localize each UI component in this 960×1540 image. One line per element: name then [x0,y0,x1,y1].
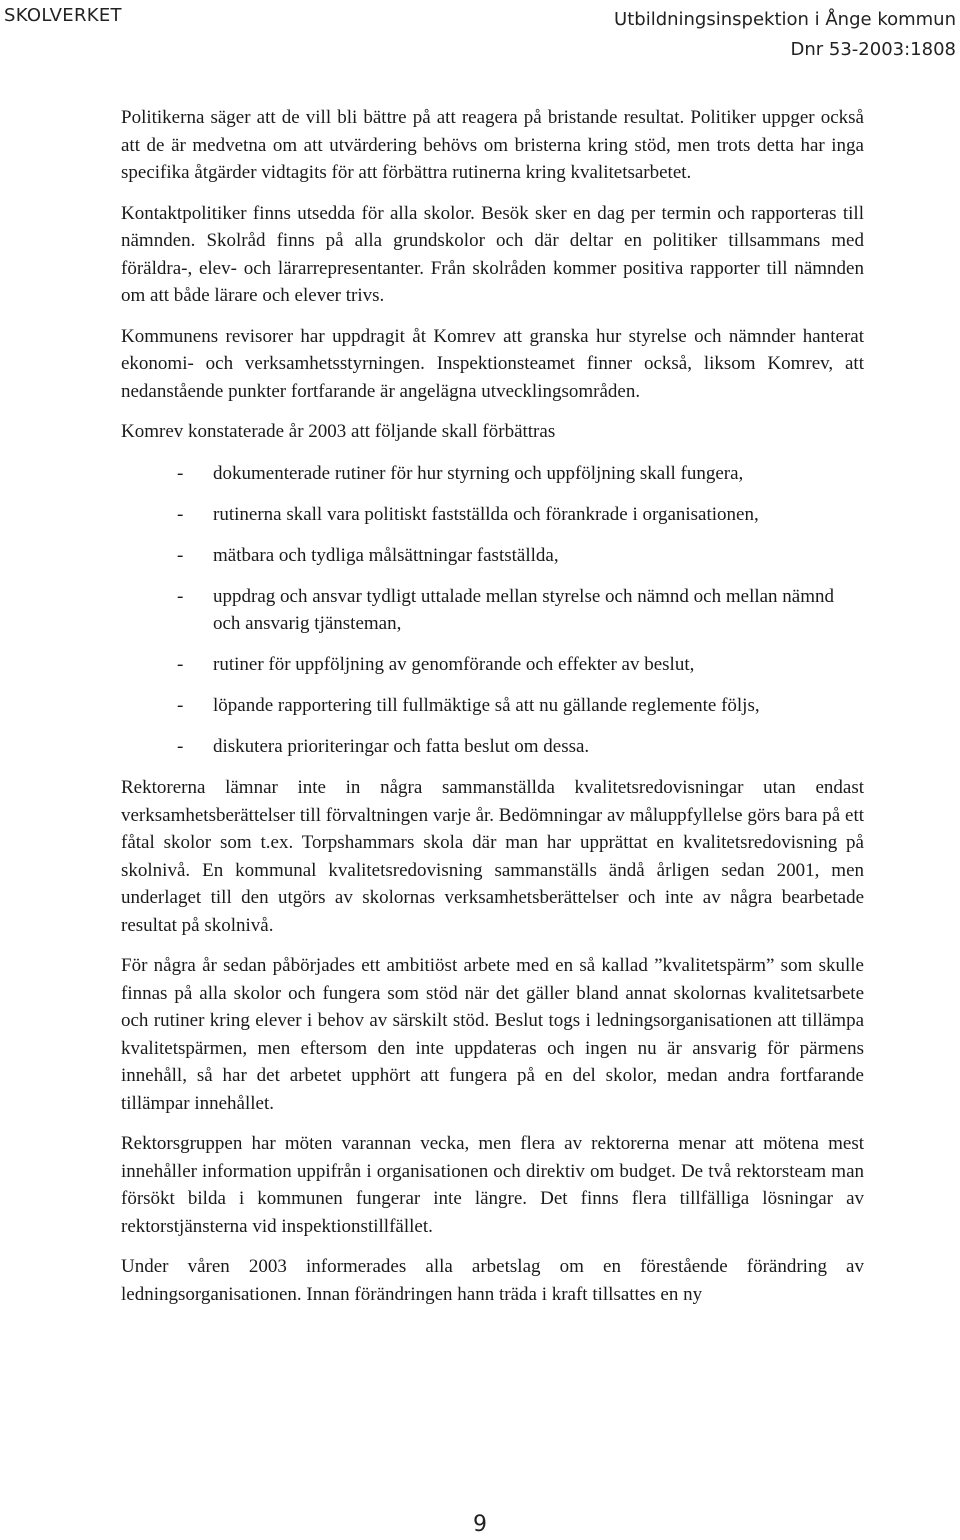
improvement-list [121,460,864,761]
dash-bullet: - [177,654,184,675]
header-right [614,5,956,65]
list-item [121,542,864,570]
list-intro: Komrev konstaterade år 2003 att följande skall förbättras [121,421,556,442]
dash-bullet: - [177,503,184,525]
list-item-text: löpande rapportering till fullmäktige så att nu gällande reglemente följs, [213,695,760,716]
list-item-text: rutinerna skall vara politiskt fastställda och förankrade i organisationen, [213,503,759,525]
list-item-text: dokumenterade rutiner för hur styrning och uppföljning skall fungera, [213,462,744,484]
list-item [121,651,864,679]
dash-bullet: - [177,462,184,484]
dash-bullet: - [177,695,184,716]
paragraph: Kontaktpolitiker finns utsedda för alla skolor. Besök sker en dag per termin och rapporteras till nämnden. Skolråd finns på alla grundskolor och där deltar en politiker tillsammans med föräldra-, elev- och lärarrepresentanter. Från skolråden kommer positiva rapporter till nämnden om att både lärare och elever trivs. [121,202,864,306]
dash-bullet: - [177,736,184,757]
list-item [121,460,864,488]
list-item-text: rutiner för uppföljning av genomförande och effekter av beslut, [213,654,695,675]
dash-bullet: - [177,544,184,566]
paragraph: Under våren 2003 informerades alla arbetslag om en förestående förändring av ledningsorganisationen. Innan förändringen hann träda i kraft tillsattes en ny [121,1256,864,1305]
dash-bullet: - [177,585,184,607]
paragraph: Rektorerna lämnar inte in några sammanställda kvalitetsredovisningar utan endast verksamhetsberättelser till förvaltningen varje år. Bedömningar av måluppfyllelse görs bara på ett fåtal skolor som t.ex. Torpshammars skola där man har upprättat en kvalitetsredovisning på skolnivå. En kommunal kvalitetsredovisning sammanställs ändå årligen sedan 2001, men underlaget till den utgörs av skolornas verksamhetsberättelser och inte av några bearbetade resultat på skolnivå. [121,777,864,936]
list-item-text: mätbara och tydliga målsättningar fastställda, [213,544,559,566]
page-number: 9 [473,1512,487,1537]
list-item-text: uppdrag och ansvar tydligt uttalade mellan styrelse och nämnd och mellan nämnd och ansvarig tjänsteman, [213,585,835,634]
brand-name: SKOLVERKET [4,5,122,26]
document-reference: Dnr 53-2003:1808 [790,39,956,60]
list-item-text: diskutera prioriteringar och fatta beslut om dessa. [213,736,590,757]
paragraph: Politikerna säger att de vill bli bättre på att reagera på bristande resultat. Politiker uppger också att de är medvetna om att utvärdering behövs om bristerna kring stöd, men trots detta har inga specifika åtgärder vidtagits för att förbättra rutinerna kring kvalitetsarbetet. [121,107,864,183]
list-item [121,692,864,720]
document-title: Utbildningsinspektion i Ånge kommun [614,9,956,30]
list-item [121,583,864,638]
list-item [121,501,864,529]
paragraph: Kommunens revisorer har uppdragit åt Komrev att granska hur styrelse och nämnder hanterat ekonomi- och verksamhetsstyrningen. Inspektionsteamet finner också, liksom Komrev, att nedanstående punkter fortfarande är angelägna utvecklingsområden. [121,325,864,402]
paragraph: Rektorsgruppen har möten varannan vecka, men flera av rektorerna menar att mötena mest innehåller information uppifrån i organisationen och direktiv om budget. De två rektorsteam man försökt bilda i kommunen fungerar inte längre. Det finns flera tillfälliga lösningar av rektorstjänsterna vid inspektionstillfället. [121,1133,864,1237]
document-body [121,104,864,1321]
paragraph: För några år sedan påbörjades ett ambitiöst arbete med en så kallad ”kvalitetspärm” som skulle finnas på alla skolor och fungera som stöd när det gäller bland annat skolornas kvalitetsarbete och rutiner kring elever i behov av särskilt stöd. Beslut togs i ledningsorganisationen att tillämpa kvalitetspärmen, men eftersom den inte uppdateras och ingen nu är ansvarig för pärmens innehåll, så har det arbetet upphört att fungera på en del skolor, medan andra fortfarande tillämpar innehållet. [121,955,864,1114]
list-item [121,733,864,761]
page-header [0,0,960,64]
